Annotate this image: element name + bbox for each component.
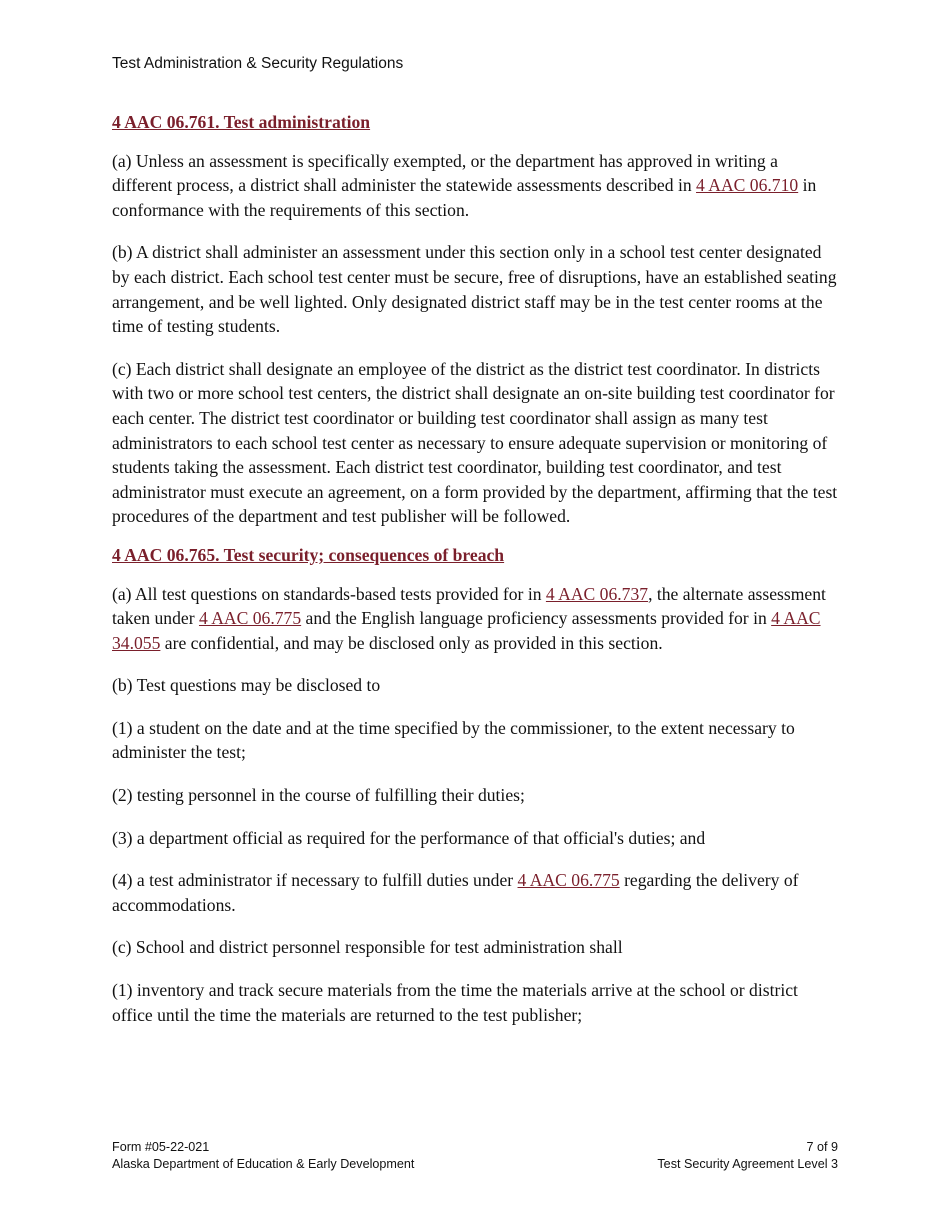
text-span: are confidential, and may be disclosed only as provided in this section. bbox=[160, 632, 663, 653]
section-2-heading-wrap bbox=[112, 543, 842, 568]
section-2-paragraph-b: (b) Test questions may be disclosed to bbox=[112, 675, 381, 696]
section-1-paragraph-a bbox=[112, 149, 842, 223]
footer-right bbox=[657, 1139, 838, 1173]
footer-page-number: 7 of 9 bbox=[806, 1140, 838, 1154]
ref-link-4aac06775-b4[interactable]: 4 AAC 06.775 bbox=[517, 870, 620, 891]
section-2-item-b3: (3) a department official as required for the performance of that official's duties; and bbox=[112, 827, 706, 848]
ref-link-4aac06775[interactable]: 4 AAC 06.775 bbox=[198, 608, 302, 629]
footer-left bbox=[112, 1139, 414, 1173]
section-2-paragraph-a bbox=[112, 582, 842, 656]
text-span: , the alternate assessment taken under bbox=[112, 583, 826, 629]
footer-doc-title: Test Security Agreement Level 3 bbox=[657, 1157, 838, 1171]
text-span: (a) Unless an assessment is specifically exempted, or the department has approved in writing a different process, a district shall administer the statewide assessments described in bbox=[112, 150, 778, 196]
section-2-item-c1: (1) inventory and track secure materials from the time the materials arrive at the school or district office until the time the materials are returned to the test publisher; bbox=[112, 980, 798, 1025]
section-1-heading-wrap bbox=[112, 110, 842, 135]
ref-link-4aac34055[interactable]: 4 AAC 34.055 bbox=[112, 608, 821, 653]
text-span: (a) All test questions on standards-based tests provided for in bbox=[112, 583, 546, 604]
header-title: Test Administration & Security Regulations bbox=[112, 55, 404, 72]
page-header bbox=[112, 55, 403, 73]
section-1-title[interactable]: 4 AAC 06.761. Test administration bbox=[112, 112, 371, 132]
section-1-paragraph-b: (b) A district shall administer an assessment under this section only in a school test center designated by each district. Each school test center must be secure, free of disruptions, have an established seating arrangement, and be well lighted. Only designated district staff may be in the test center rooms at the time of testing students. bbox=[112, 242, 837, 337]
footer-form-number: Form #05-22-021 bbox=[112, 1140, 210, 1154]
text-span: regarding the delivery of accommodations. bbox=[112, 870, 799, 915]
section-1-paragraph-c: (c) Each district shall designate an employee of the district as the district test coordinator. In districts with two or more school test centers, the district shall designate an on-site building test coordinator for each center. The district test coordinator or building test coordinator shall assign as many test administrators to each school test center as necessary to ensure adequate supervision or monitoring of students taking the assessment. Each district test coordinator, building test coordinator, and test administrator must execute an agreement, on a form provided by the department, affirming that the test procedures of the department and test publisher will be followed. bbox=[112, 358, 838, 527]
text-span: and the English language proficiency assessments provided for in bbox=[301, 608, 772, 629]
footer-department: Alaska Department of Education & Early Development bbox=[112, 1157, 415, 1171]
section-2-title[interactable]: 4 AAC 06.765. Test security; consequences of breach bbox=[112, 544, 505, 565]
document-body bbox=[112, 110, 842, 1045]
section-2-item-b4 bbox=[112, 868, 842, 917]
text-span: in conformance with the requirements of this section. bbox=[112, 175, 817, 220]
ref-link-4aac06737[interactable]: 4 AAC 06.737 bbox=[545, 583, 649, 604]
section-2-item-b1: (1) a student on the date and at the time specified by the commissioner, to the extent necessary to administer the test; bbox=[112, 717, 795, 763]
section-2-item-b2: (2) testing personnel in the course of fulfilling their duties; bbox=[112, 785, 525, 806]
ref-link-4aac06710[interactable]: 4 AAC 06.710 bbox=[696, 175, 799, 196]
text-span: (4) a test administrator if necessary to fulfill duties under bbox=[112, 870, 518, 891]
section-2-paragraph-c: (c) School and district personnel responsible for test administration shall bbox=[112, 937, 623, 958]
